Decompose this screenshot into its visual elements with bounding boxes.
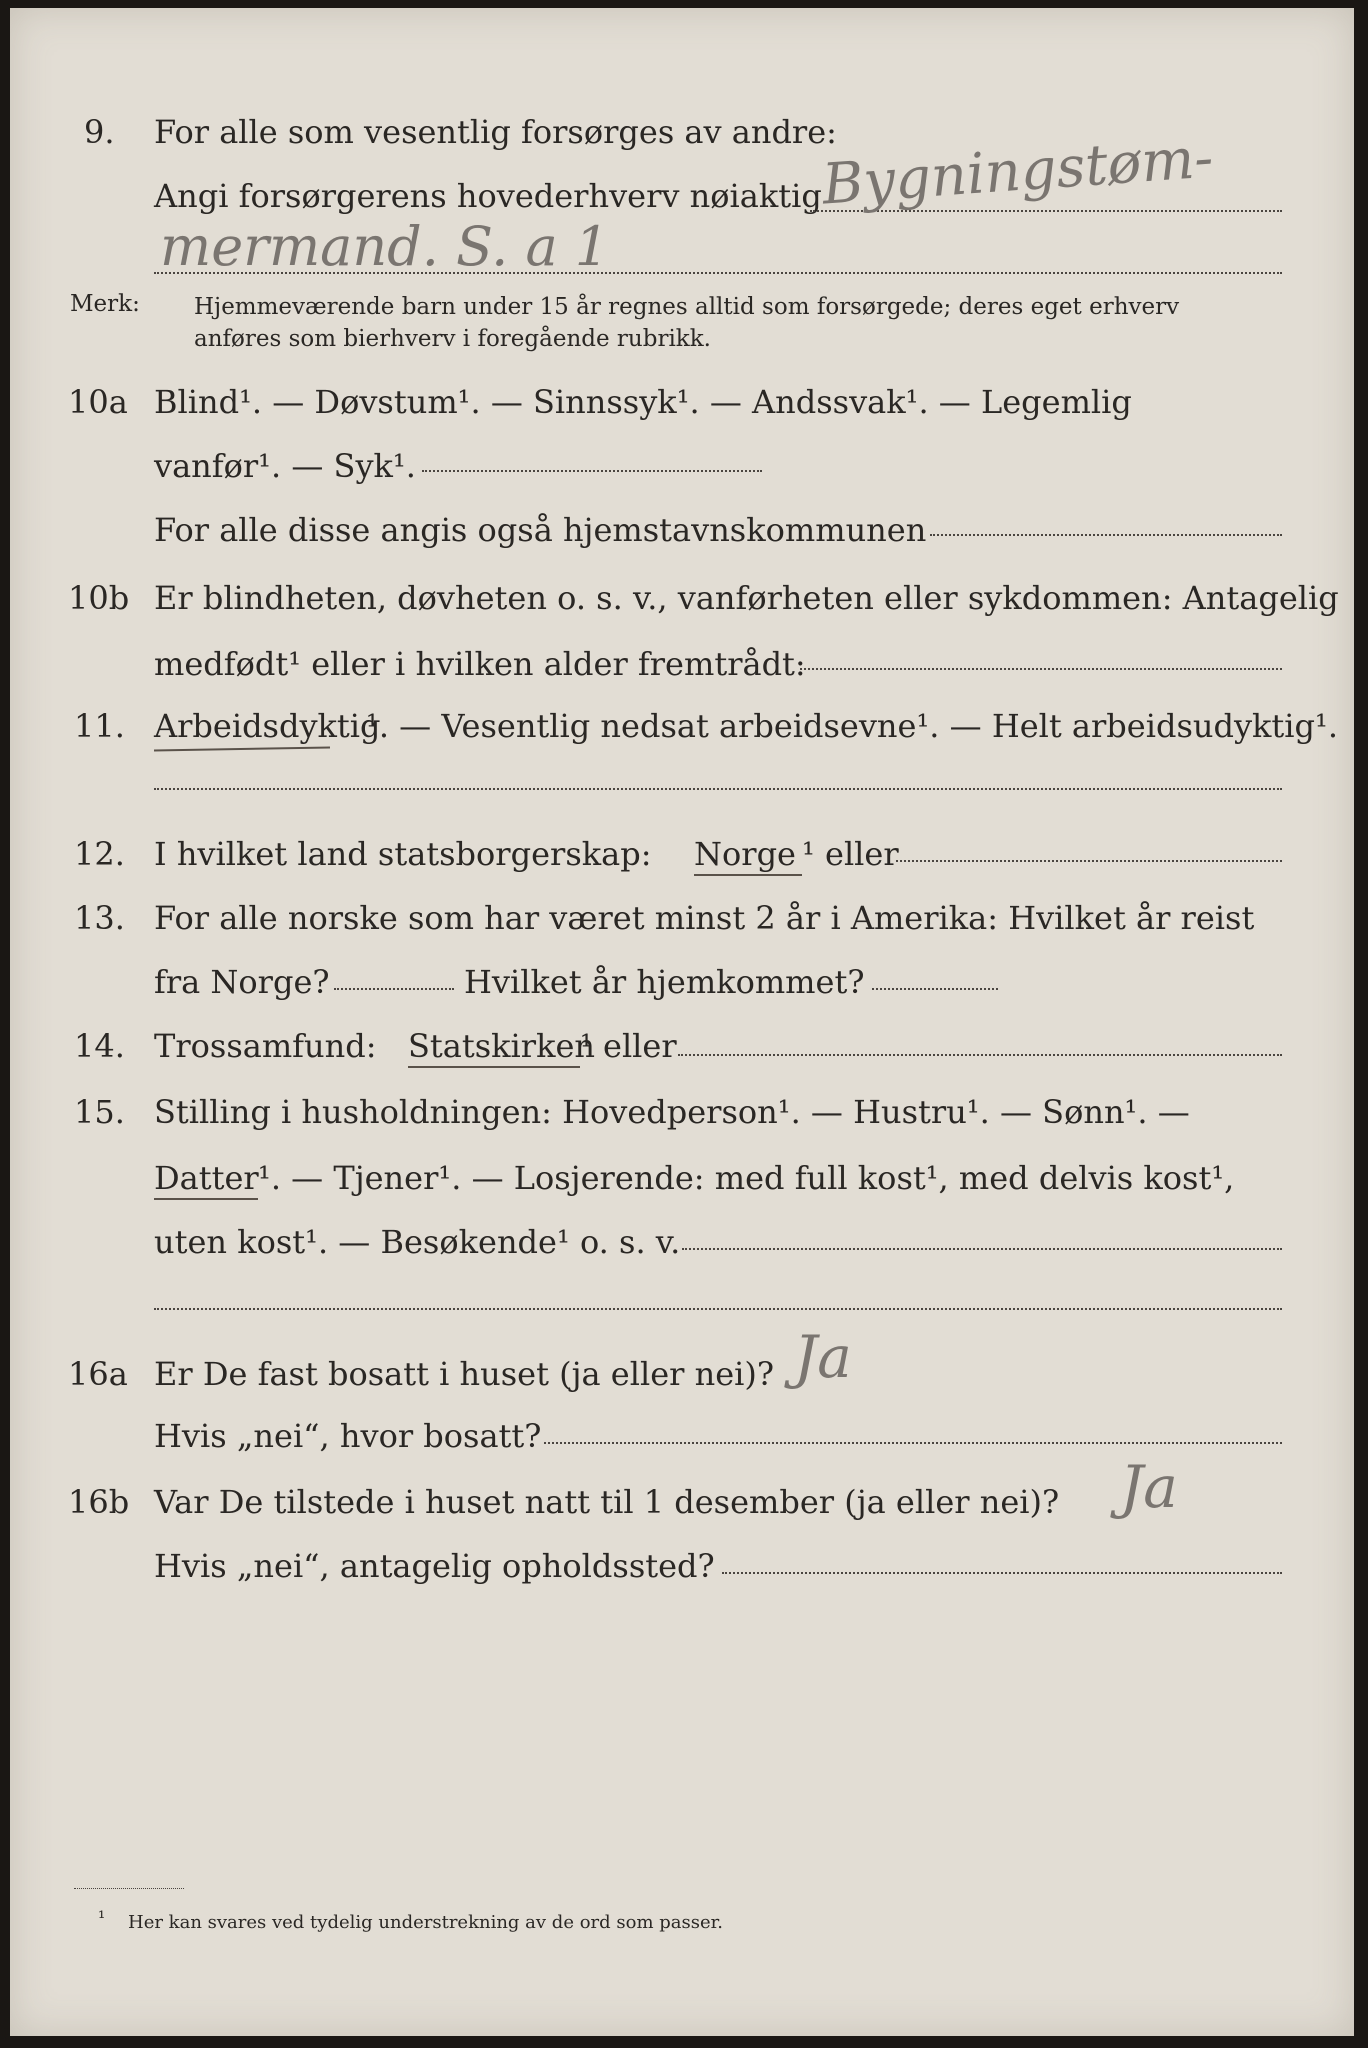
q16b-number: 16b [68,1483,130,1521]
q14-option-statskirken: Statskirken [408,1027,595,1065]
q10a-line3: For alle disse angis også hjemstavnskommunen [154,511,927,549]
q12-option-norge: Norge [694,835,796,873]
footnote-rule [74,1888,184,1889]
q13-line1: For alle norske som har været minst 2 år i Amerika: Hvilket år reist [154,899,1255,937]
footnote-text: Her kan svares ved tydelig understrekning av de ord som passer. [128,1912,723,1933]
q10a-line1: Blind¹. — Døvstum¹. — Sinnssyk¹. — Andssvak¹. — Legemlig [154,383,1132,421]
q16b-handwritten-answer: Ja [1120,1453,1178,1521]
q15-line1: Stilling i husholdningen: Hovedperson¹. — Hustru¹. — Sønn¹. — [154,1093,1190,1131]
footnote-mark: ¹ [98,1908,106,1929]
q10a-line2: vanfør¹. — Syk¹. [154,447,416,485]
q10b-number: 10b [68,579,130,617]
q12-suffix: ¹ eller [802,835,899,873]
q10a-syk-line [422,470,762,472]
q10b-line2: medfødt¹ eller i hvilken alder fremtrådt: [154,645,806,683]
q13-reist-line [334,988,454,990]
q16a-line1: Er De fast bosatt i huset (ja eller nei)? [154,1355,775,1393]
q9-line1: For alle som vesentlig forsørges av andre: [154,113,837,151]
q16a-number: 16a [68,1355,128,1393]
q14-label: Trossamfund: [154,1027,377,1065]
q13-line2a: fra Norge? [154,963,330,1001]
q9-line2: Angi forsørgerens hovederhverv nøiaktig [154,177,822,215]
q15-option-datter: Datter [154,1159,259,1197]
q15-extra-line [154,1308,1282,1310]
q15-line3: uten kost¹. — Besøkende¹ o. s. v. [154,1223,681,1261]
q12-label: I hvilket land statsborgerskap: [154,835,652,873]
q12-underline-norge [694,874,802,876]
q14-underline-statskirken [408,1066,580,1068]
q9-handwritten-answer-1: Bygningstøm- [820,125,1216,218]
q16b-line2: Hvis „nei“, antagelig opholdssted? [154,1547,715,1585]
q10a-number: 10a [68,383,128,421]
q11-rest: ¹. — Vesentlig nedsat arbeidsevne¹. — Helt arbeidsudyktig¹. [366,707,1338,745]
q10a-kommune-line [930,534,1282,536]
q16a-bosatt-line [544,1442,1282,1444]
q15-underline-datter [154,1198,258,1200]
q12-number: 12. [74,835,125,873]
q16b-opholdssted-line [722,1572,1282,1574]
q13-line2b: Hvilket år hjemkommet? [464,963,865,1001]
q11-option-arbeidsdyktig: Arbeidsdyktig [154,707,381,745]
q10b-line1: Er blindheten, døvheten o. s. v., vanførheten eller sykdommen: Antagelig [154,579,1339,617]
q9-number: 9. [84,113,115,151]
q16b-line1: Var De tilstede i huset natt til 1 desember (ja eller nei)? [154,1483,1060,1521]
merk-line2: anføres som bierhverv i foregående rubrikk. [194,326,711,352]
q15-answer-line [682,1248,1282,1250]
q10b-answer-line [800,668,1282,670]
q15-number: 15. [74,1093,125,1131]
census-form-page [10,8,1354,2036]
q11-underline-arbeidsdyktig [154,746,330,751]
q13-number: 13. [74,899,125,937]
q11-number: 11. [74,707,125,745]
q14-number: 14. [74,1027,125,1065]
q9-handwritten-answer-2: mermand. S. a 1 [160,215,610,278]
q16a-handwritten-answer: Ja [794,1323,852,1391]
q11-extra-line [154,788,1282,790]
merk-line1: Hjemmeværende barn under 15 år regnes alltid som forsørgede; deres eget erhverv [194,294,1180,320]
q16a-line2: Hvis „nei“, hvor bosatt? [154,1417,542,1455]
q15-line2-rest: ¹. — Tjener¹. — Losjerende: med full kost¹, med delvis kost¹, [258,1159,1235,1197]
q13-hjemkommet-line [872,988,998,990]
merk-label: Merk: [70,291,140,317]
q14-answer-line [678,1054,1282,1056]
q12-answer-line [896,860,1282,862]
q14-suffix: ¹ eller [580,1027,677,1065]
